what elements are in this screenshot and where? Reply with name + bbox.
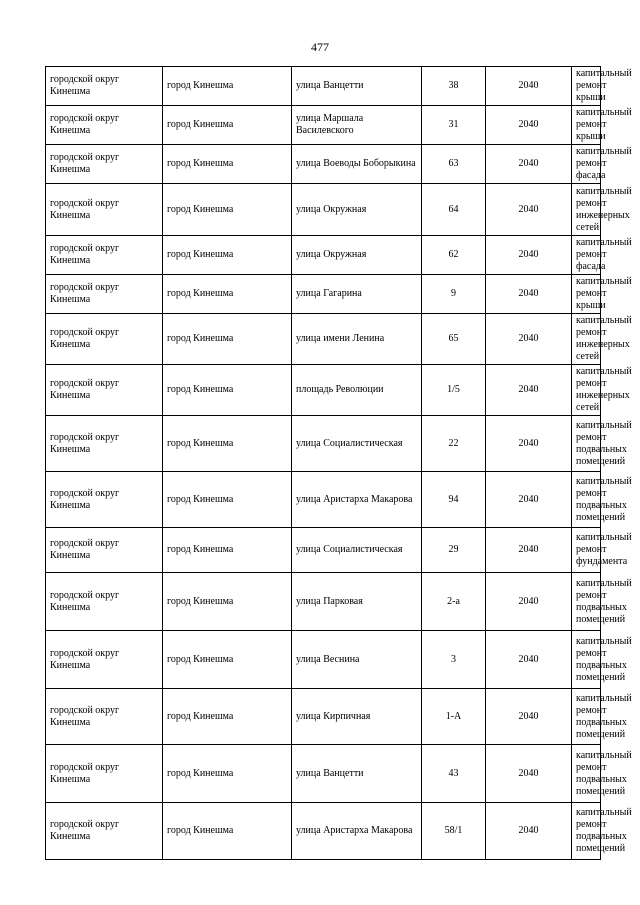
year-cell: 2040: [486, 528, 572, 573]
city-cell: город Кинешма: [163, 365, 292, 416]
work-type-cell: капитальный ремонт крыши: [572, 67, 601, 106]
street-cell: улица Окружная: [292, 236, 422, 275]
table-row: [46, 416, 601, 472]
work-type-cell: капитальный ремонт инженерных сетей: [572, 365, 601, 416]
house-number-cell: 62: [422, 236, 486, 275]
table-row: [46, 365, 601, 416]
work-type-cell: капитальный ремонт инженерных сетей: [572, 314, 601, 365]
district-cell: городской округ Кинешма: [46, 416, 163, 472]
year-cell: 2040: [486, 145, 572, 184]
district-cell: городской округ Кинешма: [46, 472, 163, 528]
city-cell: город Кинешма: [163, 472, 292, 528]
city-cell: город Кинешма: [163, 631, 292, 689]
table-row: [46, 631, 601, 689]
city-cell: город Кинешма: [163, 803, 292, 860]
table-row: [46, 236, 601, 275]
street-cell: улица Веснина: [292, 631, 422, 689]
house-number-cell: 3: [422, 631, 486, 689]
work-type-cell: капитальный ремонт крыши: [572, 106, 601, 145]
house-number-cell: 65: [422, 314, 486, 365]
city-cell: город Кинешма: [163, 416, 292, 472]
table-row: [46, 184, 601, 236]
table-row: [46, 67, 601, 106]
year-cell: 2040: [486, 365, 572, 416]
city-cell: город Кинешма: [163, 573, 292, 631]
city-cell: город Кинешма: [163, 528, 292, 573]
city-cell: город Кинешма: [163, 145, 292, 184]
work-type-cell: капитальный ремонт подвальных помещений: [572, 573, 601, 631]
table-row: [46, 573, 601, 631]
year-cell: 2040: [486, 67, 572, 106]
district-cell: городской округ Кинешма: [46, 803, 163, 860]
street-cell: улица Ванцетти: [292, 67, 422, 106]
street-cell: улица Аристарха Макарова: [292, 472, 422, 528]
year-cell: 2040: [486, 689, 572, 745]
street-cell: улица Кирпичная: [292, 689, 422, 745]
street-cell: улица Ванцетти: [292, 745, 422, 803]
district-cell: городской округ Кинешма: [46, 365, 163, 416]
house-number-cell: 38: [422, 67, 486, 106]
city-cell: город Кинешма: [163, 689, 292, 745]
district-cell: городской округ Кинешма: [46, 145, 163, 184]
district-cell: городской округ Кинешма: [46, 67, 163, 106]
page-number: 477: [311, 40, 329, 54]
work-type-cell: капитальный ремонт крыши: [572, 275, 601, 314]
city-cell: город Кинешма: [163, 67, 292, 106]
work-type-cell: капитальный ремонт инженерных сетей: [572, 184, 601, 236]
district-cell: городской округ Кинешма: [46, 689, 163, 745]
district-cell: городской округ Кинешма: [46, 236, 163, 275]
district-cell: городской округ Кинешма: [46, 745, 163, 803]
year-cell: 2040: [486, 184, 572, 236]
year-cell: 2040: [486, 314, 572, 365]
year-cell: 2040: [486, 106, 572, 145]
district-cell: городской округ Кинешма: [46, 106, 163, 145]
table-row: [46, 106, 601, 145]
house-number-cell: 2-а: [422, 573, 486, 631]
year-cell: 2040: [486, 803, 572, 860]
house-number-cell: 22: [422, 416, 486, 472]
house-number-cell: 1/5: [422, 365, 486, 416]
table-row: [46, 145, 601, 184]
year-cell: 2040: [486, 275, 572, 314]
table-row: [46, 528, 601, 573]
house-number-cell: 9: [422, 275, 486, 314]
district-cell: городской округ Кинешма: [46, 528, 163, 573]
house-number-cell: 64: [422, 184, 486, 236]
street-cell: улица Маршала Василевского: [292, 106, 422, 145]
work-type-cell: капитальный ремонт фасада: [572, 145, 601, 184]
table-row: [46, 745, 601, 803]
work-type-cell: капитальный ремонт фундамента: [572, 528, 601, 573]
work-type-cell: капитальный ремонт подвальных помещений: [572, 803, 601, 860]
city-cell: город Кинешма: [163, 184, 292, 236]
street-cell: улица Окружная: [292, 184, 422, 236]
district-cell: городской округ Кинешма: [46, 314, 163, 365]
table-row: [46, 472, 601, 528]
house-number-cell: 94: [422, 472, 486, 528]
street-cell: улица Социалистическая: [292, 416, 422, 472]
house-number-cell: 43: [422, 745, 486, 803]
district-cell: городской округ Кинешма: [46, 631, 163, 689]
repair-schedule-table: [45, 66, 632, 860]
street-cell: улица Социалистическая: [292, 528, 422, 573]
work-type-cell: капитальный ремонт подвальных помещений: [572, 631, 601, 689]
street-cell: улица имени Ленина: [292, 314, 422, 365]
district-cell: городской округ Кинешма: [46, 573, 163, 631]
street-cell: улица Аристарха Макарова: [292, 803, 422, 860]
city-cell: город Кинешма: [163, 314, 292, 365]
work-type-cell: капитальный ремонт подвальных помещений: [572, 472, 601, 528]
table-row: [46, 689, 601, 745]
year-cell: 2040: [486, 745, 572, 803]
house-number-cell: 31: [422, 106, 486, 145]
house-number-cell: 58/1: [422, 803, 486, 860]
street-cell: улица Воеводы Боборыкина: [292, 145, 422, 184]
year-cell: 2040: [486, 631, 572, 689]
city-cell: город Кинешма: [163, 745, 292, 803]
district-cell: городской округ Кинешма: [46, 275, 163, 314]
work-type-cell: капитальный ремонт подвальных помещений: [572, 416, 601, 472]
year-cell: 2040: [486, 573, 572, 631]
street-cell: площадь Революции: [292, 365, 422, 416]
table-row: [46, 314, 601, 365]
work-type-cell: капитальный ремонт фасада: [572, 236, 601, 275]
table-row: [46, 803, 601, 860]
year-cell: 2040: [486, 416, 572, 472]
work-type-cell: капитальный ремонт подвальных помещений: [572, 745, 601, 803]
city-cell: город Кинешма: [163, 236, 292, 275]
street-cell: улица Парковая: [292, 573, 422, 631]
house-number-cell: 63: [422, 145, 486, 184]
city-cell: город Кинешма: [163, 106, 292, 145]
street-cell: улица Гагарина: [292, 275, 422, 314]
table-row: [46, 275, 601, 314]
work-type-cell: капитальный ремонт подвальных помещений: [572, 689, 601, 745]
house-number-cell: 1-А: [422, 689, 486, 745]
house-number-cell: 29: [422, 528, 486, 573]
city-cell: город Кинешма: [163, 275, 292, 314]
year-cell: 2040: [486, 236, 572, 275]
district-cell: городской округ Кинешма: [46, 184, 163, 236]
year-cell: 2040: [486, 472, 572, 528]
